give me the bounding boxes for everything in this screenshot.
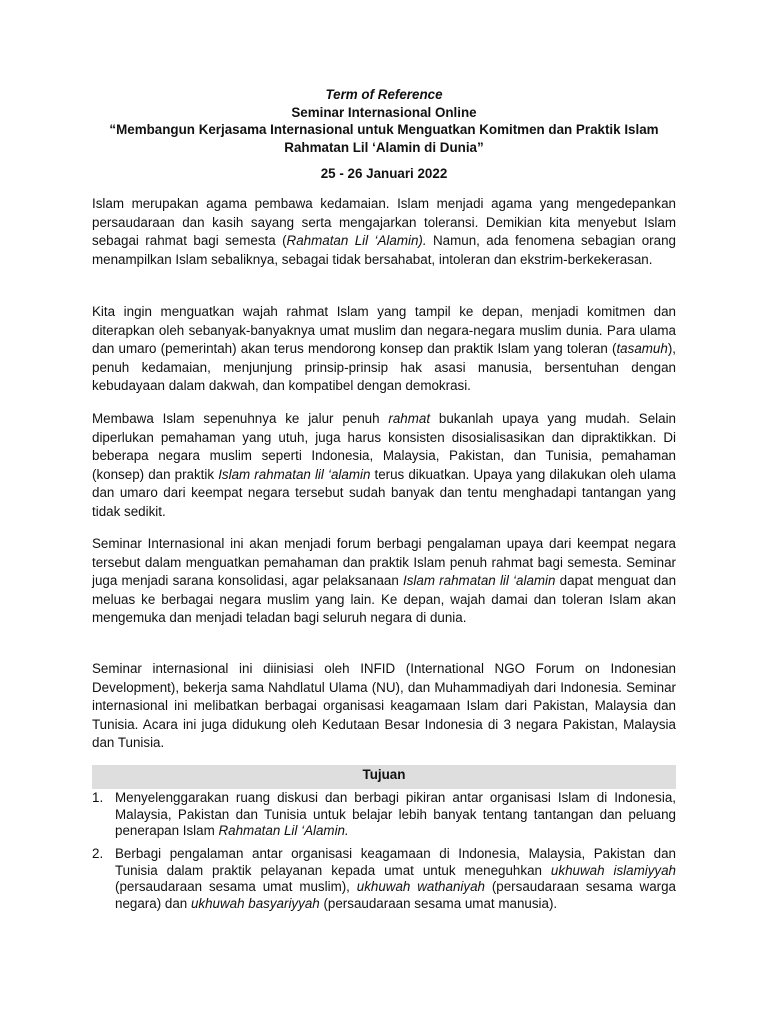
text-run: (persaudaraan sesama warga negara) dan [115,879,676,911]
paragraph-strengthen [92,303,676,396]
list-text [115,790,676,840]
paragraph-forum [92,535,676,628]
text-run: dapat menguat dan meluas ke berbagai negara muslim yang lain. Ke depan, wajah damai dan toleran Islam akan mengemuka dan menjadi teladan bagi seluruh negara di dunia. [92,573,677,625]
text-run: Kita ingin menguatkan wajah rahmat Islam yang tampil ke depan, menjadi komitmen dan diterapkan oleh sebanyak-banyaknya umat muslim dan negara-negara muslim dunia. Para ulama dan umaro (pemerintah) akan terus mendorong konsep dan praktik Islam yang toleran ( [92,304,676,356]
tujuan-heading: Tujuan [92,765,676,789]
italic-run: ukhuwah basyariyyah [190,895,320,911]
tujuan-item [92,790,676,840]
text-run: Membawa Islam sepenuhnya ke jalur penuh [92,411,389,426]
italic-run: ukhuwah wathaniyah [356,879,485,894]
text-run: terus dikuatkan. Upaya yang dilakukan oleh ulama dan umaro dari keempat negara tersebut sudah banyak dan tentu menghadapi tantangan yang tidak sedikit. [92,466,676,519]
list-number: 1. [92,790,104,805]
italic-run: Islam rahmatan lil ‘alamin [218,466,371,482]
paragraph-intro [92,195,676,269]
italic-run: Rahmatan Lil ‘Alamin. [218,823,349,838]
italic-run: Rahmatan Lil ‘Alamin). [286,233,427,248]
document-header [92,86,676,156]
paragraph-challenge [92,410,676,521]
list-number: 2. [92,846,104,861]
document-title: Term of Reference [325,87,443,102]
italic-run: tasamuh [616,341,668,356]
paragraph-organizers [92,660,676,753]
italic-run: ukhuwah islamiyyah [550,862,676,878]
text-run: ), penuh kedamaian, menjunjung prinsip-prinsip hak asasi manusia, bersentuhan dengan kebudayaan dalam dakwah, dan kompatibel dengan demokrasi. [92,341,676,393]
text-run: (persaudaraan sesama umat manusia). [319,895,558,911]
text-run: bukanlah upaya yang mudah. Selain diperlukan pemahaman yang utuh, juga harus konsisten disosialisasikan dan dipraktikkan. Di beberapa negara muslim seperti Indonesia, Malaysia, Pakistan, dan Tunisia, pemahaman (konsep) dan praktik [92,411,676,482]
text-run: Seminar internasional ini diinisiasi oleh INFID (International NGO Forum on Indonesian Development), bekerja sama Nahdlatul Ulama (NU), dan Muhammadiyah dari Indonesia. Seminar internasional ini melibatkan berbagai organisasi keagamaan Islam dari Pakistan, Malaysia dan Tunisia. Acara ini juga didukung oleh Kedutaan Besar Indonesia di 3 negara Pakistan, Malaysia dan Tunisia. [92,661,676,750]
text-run: Namun, ada fenomena sebagian orang menampilkan Islam sebaliknya, sebagai tidak bersahabat, intoleran dan ekstrim-berkekerasan. [92,233,676,267]
text-run: Berbagi pengalaman antar organisasi keagamaan di Indonesia, Malaysia, Pakistan dan Tunisia dalam praktik pelayanan kepada umat untuk meneguhkan [115,846,676,878]
text-run: Menyelenggarakan ruang diskusi dan berbagi pikiran antar organisasi Islam di Indonesia, Malaysia, Pakistan dan Tunisia untuk belajar lebih banyak tentang tantangan dan peluang penerapan Islam [115,790,676,838]
text-run: (persaudaraan sesama umat muslim), [115,879,357,894]
list-text [115,846,676,912]
event-date: 25 - 26 Januari 2022 [320,166,448,181]
document-theme: “Membangun Kerjasama Internasional untuk Menguatkan Komitmen dan Praktik Islam Rahmatan Lil ‘Alamin di Dunia” [109,122,659,155]
italic-run: Islam rahmatan lil ‘alamin [403,573,556,588]
text-run: Seminar Internasional ini akan menjadi forum berbagi pengalaman upaya dari keempat negara tersebut dalam menguatkan pemahaman dan praktik Islam penuh rahmat bagi semesta. Seminar juga menjadi sarana konsolidasi, agar pelaksanaan [92,536,676,588]
tujuan-item [92,846,676,912]
italic-run: rahmat [388,411,431,426]
document-subtitle: Seminar Internasional Online [291,104,477,120]
text-run: Islam merupakan agama pembawa kedamaian. Islam menjadi agama yang mengedepankan persaudaraan dan kasih sayang serta mengajarkan toleransi. Demikian kita menyebut Islam sebagai rahmat bagi semesta ( [92,196,676,248]
